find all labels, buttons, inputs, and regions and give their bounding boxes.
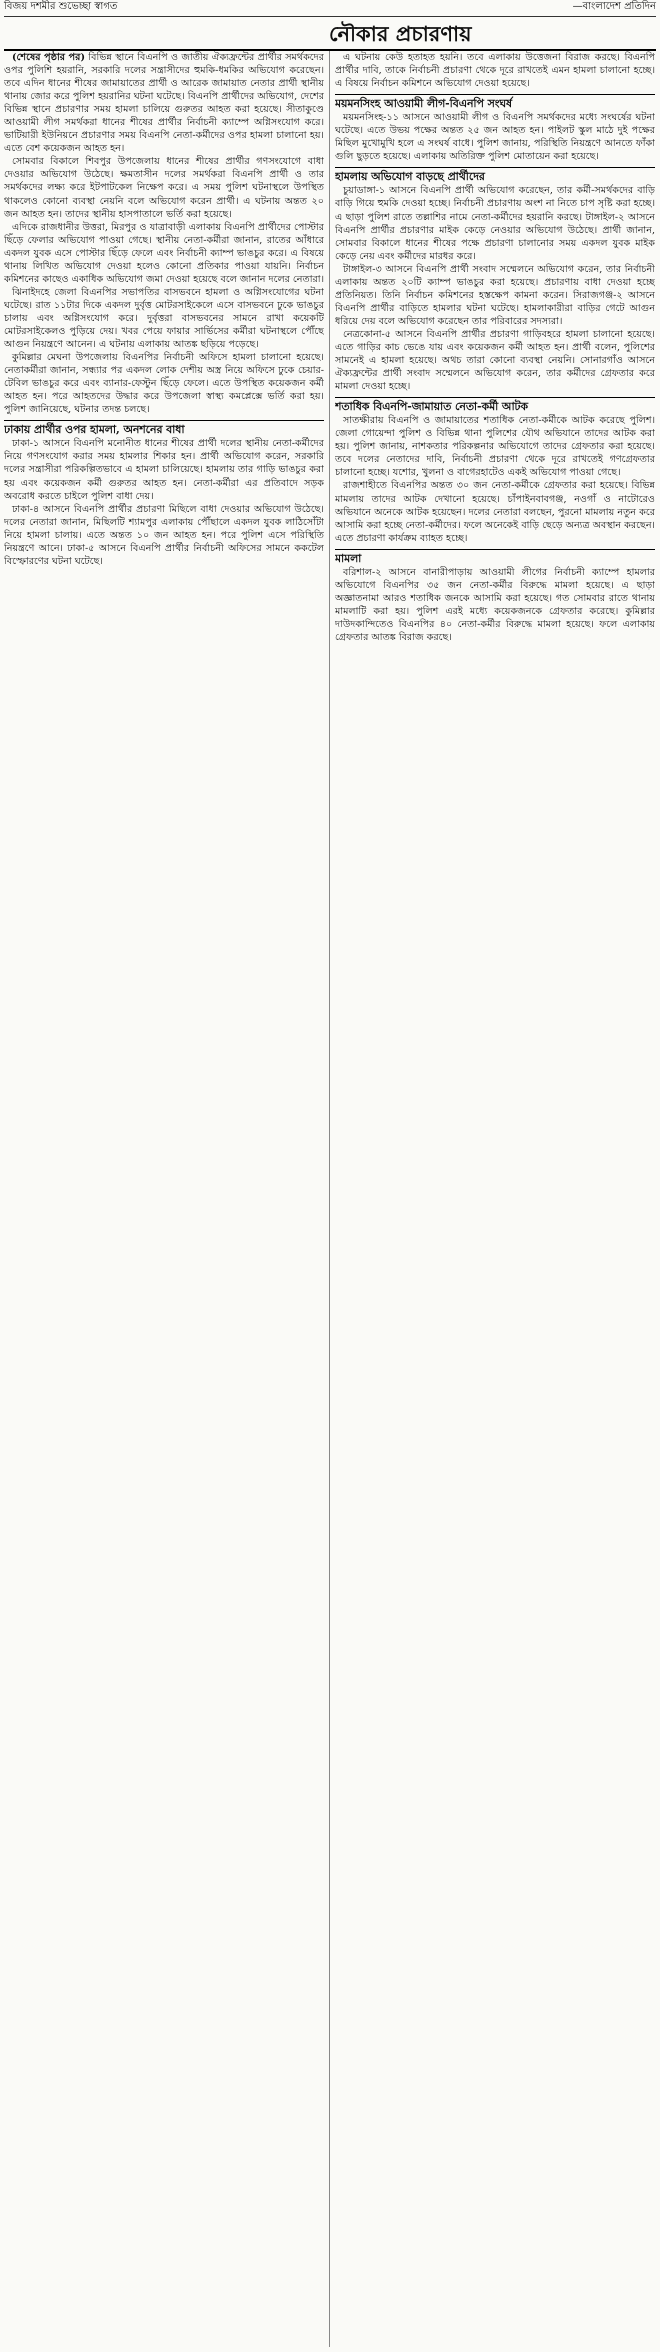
paragraph: টাঙ্গাইল-৩ আসনে বিএনপি প্রার্থী সংবাদ সম্মেলনে অভিযোগ করেন, তার নির্বাচনী এলাকায় অন্তত ২০টি ক্যাম্প ভাঙচুর করা হয়েছে। প্রচারণায় বাধা দেওয়া হচ্ছে প্রতিনিয়ত। তিনি নির্বাচন কমিশনের হস্তক্ষেপ কামনা করেন। সিরাজগঞ্জ-২ আসনে বিএনপি প্রার্থীর বাড়িতে হামলার ঘটনা ঘটেছে। হামলাকারীরা বাড়ির গেটে আগুন ধরিয়ে দেয় বলে অভিযোগ করেছেন তার পরিবারের সদস্যরা। — [335, 263, 655, 327]
paragraph: সোমবার বিকালে শিবপুর উপজেলায় ধানের শীষের প্রার্থীর গণসংযোগে বাধা দেওয়ার অভিযোগ উঠেছে। ক্ষমতাসীন দলের সমর্থকরা বিএনপি প্রার্থী ও তার সমর্থকদের লক্ষ্য করে ইটপাটকেল নিক্ষেপ করে। এ সময় পুলিশ ঘটনাস্থলে উপস্থিত থাকলেও কোনো ব্যবস্থা নেয়নি বলে অভিযোগ করেন প্রার্থী। এ ঘটনায় অন্তত ২০ জন আহত হন। তাদের স্থানীয় হাসপাতালে ভর্তি করা হয়েছে। — [4, 156, 324, 220]
page-title: নৌকার প্রচারণায় — [329, 21, 472, 46]
paragraph: রাজশাহীতে বিএনপির অন্তত ৩০ জন নেতা-কর্মীকে গ্রেফতার করা হয়েছে। বিভিন্ন মামলায় তাদের আটক দেখানো হয়েছে। চাঁপাইনবাবগঞ্জ, নওগাঁ ও নাটোরেও অভিযানে অনেকে আটক হয়েছেন। দলের নেতারা বলছেন, পুরনো মামলায় নতুন করে আসামি করা হচ্ছে নেতা-কর্মীদের। ফলে অনেকেই বাড়ি ছেড়ে অন্যত্র অবস্থান করছেন। এতে প্রচারণা কার্যক্রম ব্যাহত হচ্ছে। — [335, 480, 655, 544]
section-subheading: ময়মনসিংহ আওয়ামী লীগ-বিএনপি সংঘর্ষ — [335, 94, 655, 110]
paragraph: ঢাকা-৪ আসনে বিএনপি প্রার্থীর প্রচারণা মিছিলে বাধা দেওয়ার অভিযোগ উঠেছে। দলের নেতারা জানান, মিছিলটি শ্যামপুর এলাকায় পৌঁছালে একদল যুবক লাঠিসোঁটা নিয়ে হামলা চালায়। এতে অন্তত ১০ জন আহত হন। পরে পুলিশ এসে পরিস্থিতি নিয়ন্ত্রণে আনে। ঢাকা-৫ আসনে বিএনপি প্রার্থীর নির্বাচনী অফিসের সামনে ককটেল বিস্ফোরণের ঘটনা ঘটেছে। — [4, 503, 324, 567]
section-subheading: ঢাকায় প্রার্থীর ওপর হামলা, অনশনের বাধা — [4, 420, 324, 436]
column-left — [4, 51, 324, 2347]
running-head — [4, 0, 656, 17]
paragraph: চুয়াডাঙ্গা-১ আসনে বিএনপি প্রার্থী অভিযোগ করেছেন, তার কর্মী-সমর্থকদের বাড়ি বাড়ি গিয়ে হুমকি দেওয়া হচ্ছে। নির্বাচনী প্রচারণায় অংশ না নিতে চাপ সৃষ্টি করা হচ্ছে। এ ছাড়া পুলিশ রাতে তল্লাশির নামে নেতা-কর্মীদের হয়রানি করছে। টাঙ্গাইল-২ আসনে বিএনপি প্রার্থীর প্রচারণার মাইক কেড়ে নেওয়ার অভিযোগ উঠেছে। প্রার্থী জানান, সোমবার বিকালে ধানের শীষের পক্ষে প্রচারণা চালানোর সময় একদল যুবক মাইক কেড়ে নেয় এবং কর্মীদের মারধর করে। — [335, 185, 655, 262]
column-divider — [329, 51, 330, 2347]
paragraph: ঢাকা-১ আসনে বিএনপি মনোনীত ধানের শীষের প্রার্থী দলের স্থানীয় নেতা-কর্মীদের নিয়ে গণসংযোগ করার সময় হামলার শিকার হন। প্রার্থী অভিযোগ করেন, সরকারি দলের সন্ত্রাসীরা পরিকল্পিতভাবে এ হামলা চালিয়েছে। হামলায় তার গাড়ি ভাঙচুর করা হয় এবং কয়েকজন কর্মী গুরুতর আহত হন। নেতা-কর্মীরা এর প্রতিবাদে সড়ক অবরোধ করতে চাইলে পুলিশ বাধা দেয়। — [4, 438, 324, 502]
paragraph: নেত্রকোনা-৫ আসনে বিএনপি প্রার্থীর প্রচারণা গাড়িবহরে হামলা চালানো হয়েছে। এতে গাড়ির কাচ ভেঙে যায় এবং কয়েকজন কর্মী আহত হন। প্রার্থী বলেন, পুলিশের সামনেই এ হামলা হয়েছে। অথচ তারা কোনো ব্যবস্থা নেয়নি। সোনারগাঁও আসনে ঐক্যফ্রন্টের প্রার্থী সংবাদ সম্মেলনে অভিযোগ করেন, তার কর্মীদের গ্রেফতার করে মামলা দেওয়া হচ্ছে। — [335, 328, 655, 393]
section-subheading: হামলায় অভিযোগ বাড়ছে প্রার্থীদের — [335, 167, 655, 183]
running-head-left: বিজয় দশমীর শুভেচ্ছা স্বাগত — [4, 1, 118, 12]
paragraph: এদিকে রাজধানীর উত্তরা, মিরপুর ও যাত্রাবাড়ী এলাকায় বিএনপি প্রার্থীদের পোস্টার ছিঁড়ে ফেলার অভিযোগ পাওয়া গেছে। স্থানীয় নেতা-কর্মীরা জানান, রাতের আঁধারে একদল যুবক এসে পোস্টার ছিঁড়ে ফেলে এবং নির্বাচনী ক্যাম্প ভাঙচুর করে। এ বিষয়ে থানায় লিখিত অভিযোগ দেওয়া হলেও কোনো প্রতিকার পাওয়া যায়নি। নির্বাচন কমিশনের কাছেও একাধিক অভিযোগ জমা দেওয়া হয়েছে বলে জানান দলের নেতারা। — [4, 221, 324, 285]
paragraph-text: বিভিন্ন স্থানে বিএনপি ও জাতীয় ঐক্যফ্রন্টের প্রার্থীর সমর্থকদের ওপর পুলিশি হয়রানি, সরকারি দলের সন্ত্রাসীদের হুমকি-ধমকির অভিযোগ করেছেন। তবে এদিন ধানের শীষের জামায়াতের প্রার্থী ও আরেক জামায়াত নেতার প্রার্থী স্থানীয় থানায় জোর করে পুলিশ হয়রানির ঘটনা ঘটেছে। বিএনপি প্রার্থীদের অভিযোগ, দেশের বিভিন্ন স্থানে প্রচারণার সময় হামলা চালিয়ে গুরুতর আহত করা হয়েছে। সীতাকুণ্ডে আওয়ামী লীগ সমর্থকরা ধানের শীষের প্রার্থীর নির্বাচনী ক্যাম্পে অগ্নিসংযোগ করে। ভাটিয়ারী ইউনিয়নে প্রচারণার সময় বিএনপি নেতা-কর্মীদের ওপর হামলা চালানো হয়। এতে বেশ কয়েকজন আহত হন। — [4, 52, 324, 155]
paragraph: ঝিনাইদহে জেলা বিএনপির সভাপতির বাসভবনে হামলা ও অগ্নিসংযোগের ঘটনা ঘটেছে। রাত ১১টার দিকে একদল দুর্বৃত্ত মোটরসাইকেলে এসে বাসভবনে ঢুকে ভাঙচুর চালায় এবং অগ্নিসংযোগ করে। দুর্বৃত্তরা বাসভবনের সামনে রাখা কয়েকটি মোটরসাইকেলও পুড়িয়ে দেয়। খবর পেয়ে ফায়ার সার্ভিসের কর্মীরা ঘটনাস্থলে পৌঁছে আগুন নিয়ন্ত্রণে আনেন। এ ঘটনায় এলাকায় আতঙ্ক ছড়িয়ে পড়েছে। — [4, 286, 324, 351]
section-subheading: শতাধিক বিএনপি-জামায়াত নেতা-কর্মী আটক — [335, 397, 655, 413]
headline-rule — [4, 49, 656, 51]
headline-row — [4, 17, 656, 51]
article-columns — [4, 51, 656, 2347]
paragraph: সাতক্ষীরায় বিএনপি ও জামায়াতের শতাধিক নেতা-কর্মীকে আটক করেছে পুলিশ। জেলা গোয়েন্দা পুলিশ ও বিভিন্ন থানা পুলিশের যৌথ অভিযানে তাদের আটক করা হয়। পুলিশ জানায়, নাশকতার পরিকল্পনার অভিযোগে তাদের গ্রেফতার করা হয়েছে। তবে দলের নেতাদের দাবি, নির্বাচনী প্রচারণা থেকে দূরে রাখতেই গণগ্রেফতার চালানো হচ্ছে। যশোর, খুলনা ও বাগেরহাটেও একই অভিযোগ পাওয়া গেছে। — [335, 415, 655, 479]
paragraph: কুমিল্লার মেঘনা উপজেলায় বিএনপির নির্বাচনী অফিসে হামলা চালানো হয়েছে। নেতাকর্মীরা জানান, সন্ধ্যার পর একদল লোক দেশীয় অস্ত্র নিয়ে অফিসে ঢুকে চেয়ার-টেবিল ভাঙচুর করে এবং ব্যানার-ফেস্টুন ছিঁড়ে ফেলে। এতে উপস্থিত কয়েকজন কর্মী আহত হন। পরে আহতদের উদ্ধার করে উপজেলা স্বাস্থ্য কমপ্লেক্সে ভর্তি করা হয়। পুলিশ জানিয়েছে, ঘটনার তদন্ত চলছে। — [4, 352, 324, 416]
paragraph: ময়মনসিংহ-১১ আসনে আওয়ামী লীগ ও বিএনপি সমর্থকদের মধ্যে সংঘর্ষের ঘটনা ঘটেছে। এতে উভয় পক্ষের অন্তত ২৫ জন আহত হন। পাইলট স্কুল মাঠে দুই পক্ষের মিছিল মুখোমুখি হলে এ সংঘর্ষ বাধে। পুলিশ জানায়, পরিস্থিতি নিয়ন্ত্রণে আনতে ফাঁকা গুলি ছুড়তে হয়েছে। এলাকায় অতিরিক্ত পুলিশ মোতায়েন করা হয়েছে। — [335, 112, 655, 163]
running-head-right: —বাংলাদেশ প্রতিদিন — [572, 1, 656, 12]
paragraph: এ ঘটনায় কেউ হতাহত হয়নি। তবে এলাকায় উত্তেজনা বিরাজ করছে। বিএনপি প্রার্থীর দাবি, তাকে নির্বাচনী প্রচারণা থেকে দূরে রাখতেই এমন হামলা চালানো হচ্ছে। এ বিষয়ে নির্বাচন কমিশনে অভিযোগ দেওয়া হয়েছে। — [335, 52, 655, 90]
column-right — [335, 51, 655, 2347]
continuation-marker: (শেষের পৃষ্ঠার পর) — [12, 52, 85, 63]
paragraph — [4, 51, 324, 155]
paragraph: বরিশাল-২ আসনে বানারীপাড়ায় আওয়ামী লীগের নির্বাচনী ক্যাম্পে হামলার অভিযোগে বিএনপির ৩৫ জন নেতা-কর্মীর বিরুদ্ধে মামলা হয়েছে। এ ছাড়া অজ্ঞাতনামা আরও শতাধিক জনকে আসামি করা হয়েছে। গত সোমবার রাতে থানায় মামলাটি করা হয়। পুলিশ এরই মধ্যে কয়েকজনকে গ্রেফতার করেছে। কুমিল্লার দাউদকান্দিতেও বিএনপির ৪০ নেতা-কর্মীর বিরুদ্ধে মামলা হয়েছে। ফলে এলাকায় গ্রেফতার আতঙ্ক বিরাজ করছে। — [335, 566, 655, 643]
section-subheading: মামলা — [335, 549, 655, 565]
